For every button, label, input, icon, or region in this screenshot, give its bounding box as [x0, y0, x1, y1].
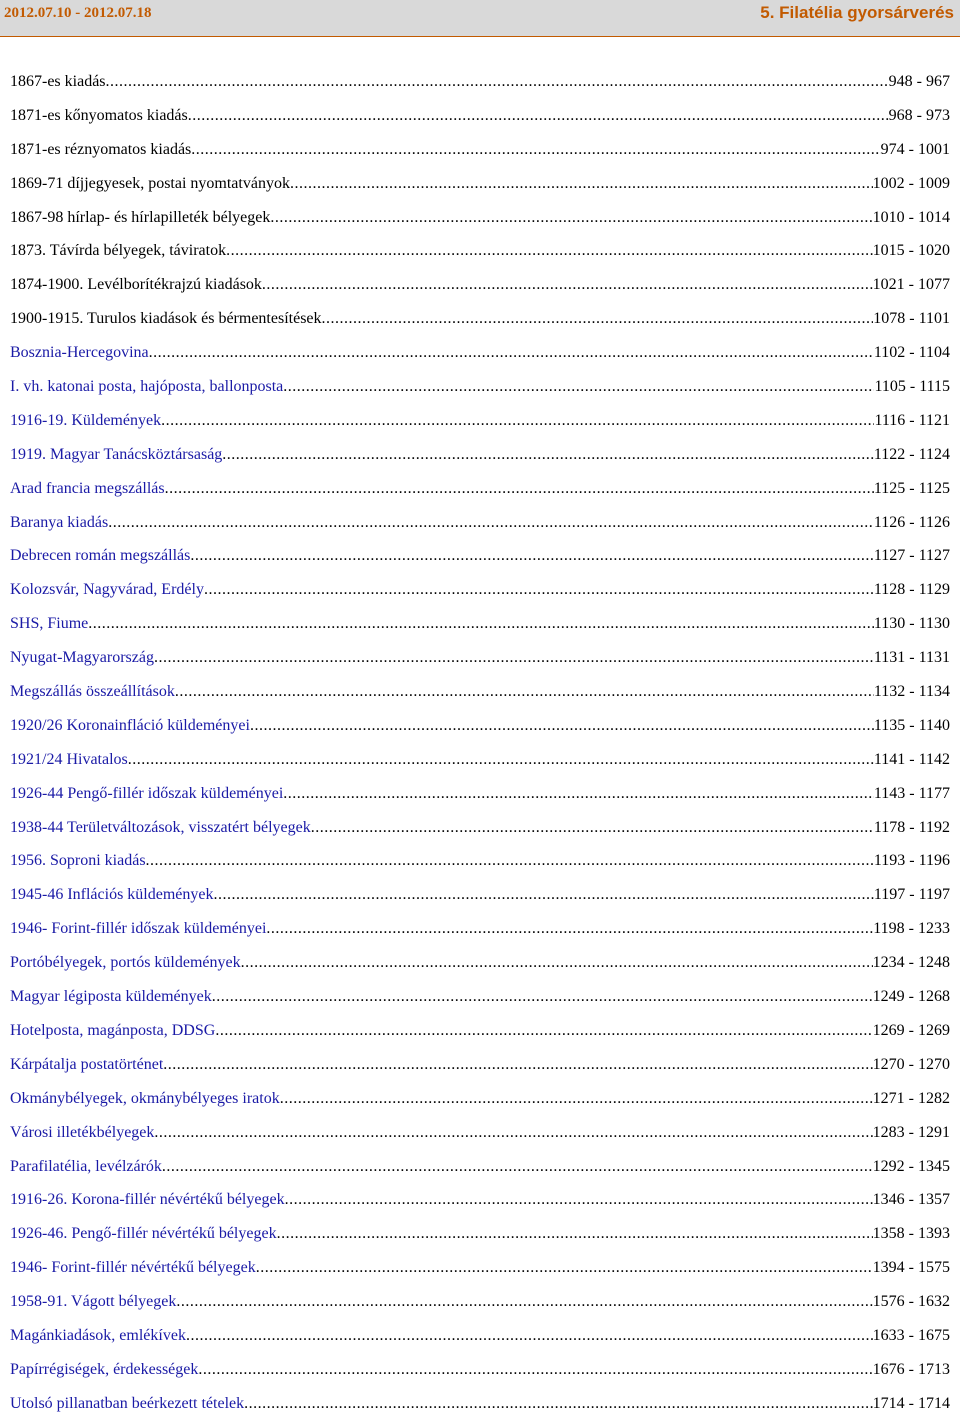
- toc-entry-title[interactable]: Parafilatélia, levélzárók: [10, 1157, 162, 1175]
- toc-entry-title[interactable]: 1920/26 Koronainfláció küldeményei: [10, 716, 250, 734]
- toc-entry[interactable]: [10, 1353, 950, 1387]
- toc-entry[interactable]: [10, 167, 950, 201]
- toc-entry-title[interactable]: Papírrégiségek, érdekességek: [10, 1360, 199, 1378]
- toc-entry[interactable]: [10, 573, 950, 607]
- toc-entry[interactable]: [10, 641, 950, 675]
- toc-entry[interactable]: [10, 370, 950, 404]
- toc-entry-pages: 1128 - 1129: [873, 581, 950, 599]
- dot-leader: [222, 438, 874, 472]
- toc-entry-title[interactable]: Kárpátalja postatörténet: [10, 1055, 164, 1073]
- toc-entry[interactable]: [10, 302, 950, 336]
- toc-entry-pages: 1141 - 1142: [873, 750, 950, 768]
- toc-entry[interactable]: [10, 844, 950, 878]
- toc-entry-title[interactable]: Kolozsvár, Nagyvárad, Erdély: [10, 581, 204, 599]
- toc-entry[interactable]: [10, 1217, 950, 1251]
- toc-entry-title[interactable]: I. vh. katonai posta, hajóposta, ballonposta: [10, 378, 284, 396]
- toc-entry[interactable]: [10, 675, 950, 709]
- toc-entry-title[interactable]: Magánkiadások, emlékívek: [10, 1326, 186, 1344]
- toc-entry[interactable]: [10, 1150, 950, 1184]
- toc-entry-pages: 1358 - 1393: [872, 1225, 950, 1243]
- toc-entry-title[interactable]: Nyugat-Magyarország: [10, 649, 154, 667]
- dot-leader: [322, 302, 874, 336]
- toc-entry-title[interactable]: 1916-26. Korona-fillér névértékű bélyegek: [10, 1191, 285, 1209]
- toc-entry[interactable]: [10, 709, 950, 743]
- toc-entry-title[interactable]: Arad francia megszállás: [10, 479, 165, 497]
- toc-entry-title[interactable]: Utolsó pillanatban beérkezett tételek: [10, 1394, 245, 1412]
- dot-leader: [165, 472, 874, 506]
- toc-entry[interactable]: [10, 1251, 950, 1285]
- dot-leader: [176, 1285, 872, 1319]
- toc-entry-title[interactable]: 1956. Soproni kiadás: [10, 852, 146, 870]
- dot-leader: [266, 912, 873, 946]
- toc-entry-pages: 1292 - 1345: [872, 1157, 950, 1175]
- dot-leader: [250, 709, 874, 743]
- dot-leader: [186, 1319, 873, 1353]
- toc-entry-title[interactable]: 1873. Távírda bélyegek, táviratok: [10, 242, 227, 260]
- date-range: 2012.07.10 - 2012.07.18: [4, 5, 152, 21]
- toc-entry[interactable]: [10, 201, 950, 235]
- toc-entry[interactable]: [10, 777, 950, 811]
- dot-leader: [204, 573, 874, 607]
- toc-entry-title[interactable]: Magyar légiposta küldemények: [10, 988, 212, 1006]
- toc-entry-pages: 1126 - 1126: [873, 513, 950, 531]
- dot-leader: [241, 946, 873, 980]
- toc-entry-pages: 1021 - 1077: [872, 276, 950, 294]
- dot-leader: [256, 1251, 873, 1285]
- toc-entry-title[interactable]: Baranya kiadás: [10, 513, 109, 531]
- table-of-contents: [10, 65, 950, 1421]
- toc-entry-title[interactable]: Bosznia-Hercegovina: [10, 344, 149, 362]
- dot-leader: [149, 336, 874, 370]
- toc-entry[interactable]: [10, 1285, 950, 1319]
- toc-entry-title[interactable]: 1921/24 Hivatalos: [10, 750, 128, 768]
- header-divider: [0, 36, 960, 37]
- toc-entry[interactable]: [10, 133, 950, 167]
- toc-entry-pages: 1127 - 1127: [873, 547, 950, 565]
- toc-entry-pages: 1125 - 1125: [873, 479, 950, 497]
- dot-leader: [190, 539, 874, 573]
- toc-entry-title[interactable]: 1867-98 hírlap- és hírlapilleték bélyegek: [10, 208, 271, 226]
- section-title: 5. Filatélia gyorsárverés: [760, 3, 954, 22]
- toc-entry-pages: 1576 - 1632: [872, 1293, 950, 1311]
- dot-leader: [283, 370, 874, 404]
- toc-entry-pages: 1193 - 1196: [873, 852, 950, 870]
- toc-entry-pages: 1270 - 1270: [872, 1055, 950, 1073]
- toc-entry[interactable]: [10, 472, 950, 506]
- toc-entry-pages: 1131 - 1131: [873, 649, 950, 667]
- dot-leader: [106, 65, 889, 99]
- toc-entry-pages: 1178 - 1192: [873, 818, 950, 836]
- dot-leader: [188, 99, 889, 133]
- toc-entry-pages: 1122 - 1124: [873, 445, 950, 463]
- dot-leader: [311, 811, 874, 845]
- dot-leader: [162, 1150, 873, 1184]
- toc-entry[interactable]: [10, 1319, 950, 1353]
- toc-entry-pages: 1346 - 1357: [872, 1191, 950, 1209]
- dot-leader: [290, 167, 873, 201]
- toc-entry-title[interactable]: 1869-71 díjjegyesek, postai nyomtatványok: [10, 174, 290, 192]
- toc-entry-title[interactable]: SHS, Fiume: [10, 615, 89, 633]
- dot-leader: [146, 844, 874, 878]
- toc-entry[interactable]: [10, 404, 950, 438]
- dot-leader: [280, 1082, 873, 1116]
- toc-entry[interactable]: [10, 912, 950, 946]
- toc-entry-pages: 1234 - 1248: [872, 954, 950, 972]
- toc-entry-pages: 1714 - 1714: [872, 1394, 950, 1412]
- toc-entry-title[interactable]: 1916-19. Küldemények: [10, 411, 162, 429]
- toc-entry-title[interactable]: 1938-44 Területváltozások, visszatért bélyegek: [10, 818, 311, 836]
- toc-entry-title[interactable]: 1867-es kiadás: [10, 73, 106, 90]
- toc-entry-pages: 1249 - 1268: [872, 988, 950, 1006]
- dot-leader: [175, 675, 874, 709]
- toc-entry[interactable]: [10, 506, 950, 540]
- toc-entry[interactable]: [10, 99, 950, 133]
- dot-leader: [270, 201, 872, 235]
- toc-entry[interactable]: [10, 336, 950, 370]
- page-header: [0, 0, 960, 36]
- toc-entry[interactable]: [10, 980, 950, 1014]
- toc-entry-title[interactable]: 1871-es kőnyomatos kiadás: [10, 106, 188, 124]
- dot-leader: [215, 1014, 872, 1048]
- dot-leader: [283, 777, 874, 811]
- toc-entry-title[interactable]: 1946- Forint-fillér névértékű bélyegek: [10, 1259, 256, 1277]
- toc-entry-pages: 948 - 967: [888, 73, 950, 90]
- toc-entry-pages: 1132 - 1134: [873, 683, 950, 701]
- dot-leader: [163, 1048, 872, 1082]
- toc-entry-pages: 1135 - 1140: [873, 716, 950, 734]
- toc-entry-pages: 1198 - 1233: [873, 920, 950, 938]
- toc-entry[interactable]: [10, 268, 950, 302]
- toc-entry-pages: 1271 - 1282: [872, 1089, 950, 1107]
- toc-entry-title[interactable]: Hotelposta, magánposta, DDSG: [10, 1021, 216, 1039]
- toc-entry[interactable]: [10, 1183, 950, 1217]
- dot-leader: [154, 1116, 872, 1150]
- toc-entry-pages: 1102 - 1104: [873, 344, 950, 362]
- toc-entry-pages: 1283 - 1291: [872, 1123, 950, 1141]
- dot-leader: [191, 133, 880, 167]
- toc-entry-pages: 1002 - 1009: [872, 174, 950, 192]
- dot-leader: [88, 607, 874, 641]
- toc-entry[interactable]: [10, 607, 950, 641]
- toc-entry-title[interactable]: 1874-1900. Levélborítékrajzú kiadások: [10, 276, 262, 294]
- toc-entry-title[interactable]: 1945-46 Inflációs küldemények: [10, 886, 214, 904]
- toc-entry-pages: 1143 - 1177: [873, 784, 950, 802]
- toc-entry-title[interactable]: 1919. Magyar Tanácsköztársaság: [10, 445, 223, 463]
- toc-entry-title[interactable]: 1900-1915. Turulos kiadások és bérmentesítések: [10, 310, 322, 328]
- dot-leader: [154, 641, 874, 675]
- dot-leader: [262, 268, 873, 302]
- dot-leader: [244, 1387, 873, 1421]
- toc-entry-pages: 1269 - 1269: [872, 1021, 950, 1039]
- toc-entry[interactable]: [10, 1082, 950, 1116]
- dot-leader: [198, 1353, 872, 1387]
- dot-leader: [285, 1183, 873, 1217]
- toc-entry-pages: 1010 - 1014: [872, 208, 950, 226]
- toc-entry-pages: 1130 - 1130: [873, 615, 950, 633]
- toc-entry-pages: 1394 - 1575: [872, 1259, 950, 1277]
- toc-entry[interactable]: [10, 1014, 950, 1048]
- toc-entry-title[interactable]: 1926-46. Pengő-fillér névértékű bélyegek: [10, 1225, 277, 1243]
- toc-entry-title[interactable]: Debrecen román megszállás: [10, 547, 191, 565]
- toc-entry[interactable]: [10, 743, 950, 777]
- toc-entry-title[interactable]: 1926-44 Pengő-fillér időszak küldeményei: [10, 784, 284, 802]
- toc-entry[interactable]: [10, 438, 950, 472]
- toc-entry-pages: 1078 - 1101: [873, 310, 950, 328]
- toc-entry-title[interactable]: 1958-91. Vágott bélyegek: [10, 1293, 177, 1311]
- toc-entry-title[interactable]: Városi illetékbélyegek: [10, 1123, 155, 1141]
- dot-leader: [277, 1217, 873, 1251]
- toc-entry-pages: 1676 - 1713: [872, 1360, 950, 1378]
- toc-entry[interactable]: [10, 946, 950, 980]
- toc-entry[interactable]: [10, 878, 950, 912]
- toc-entry-title[interactable]: 1871-es réznyomatos kiadás: [10, 140, 192, 158]
- toc-entry[interactable]: [10, 1387, 950, 1421]
- dot-leader: [226, 234, 873, 268]
- toc-entry-pages: 1633 - 1675: [872, 1326, 950, 1344]
- toc-entry-pages: 1197 - 1197: [873, 886, 950, 904]
- dot-leader: [108, 506, 874, 540]
- dot-leader: [212, 980, 873, 1014]
- toc-entry[interactable]: [10, 1048, 950, 1082]
- dot-leader: [161, 404, 874, 438]
- toc-entry-pages: 968 - 973: [888, 106, 950, 124]
- toc-entry-title[interactable]: Megszállás összeállítások: [10, 683, 175, 701]
- toc-entry-title[interactable]: 1946- Forint-fillér időszak küldeményei: [10, 920, 267, 938]
- toc-entry-pages: 1015 - 1020: [872, 242, 950, 260]
- toc-entry[interactable]: [10, 234, 950, 268]
- toc-entry[interactable]: [10, 1116, 950, 1150]
- toc-entry-title[interactable]: Okmánybélyegek, okmánybélyeges iratok: [10, 1089, 280, 1107]
- toc-entry-pages: 974 - 1001: [880, 140, 950, 158]
- dot-leader: [128, 743, 874, 777]
- toc-entry-title[interactable]: Portóbélyegek, portós küldemények: [10, 954, 241, 972]
- toc-entry-pages: 1105 - 1115: [874, 378, 950, 396]
- toc-entry-pages: 1116 - 1121: [874, 411, 950, 429]
- toc-entry[interactable]: [10, 65, 950, 99]
- dot-leader: [214, 878, 874, 912]
- toc-entry[interactable]: [10, 811, 950, 845]
- toc-entry[interactable]: [10, 539, 950, 573]
